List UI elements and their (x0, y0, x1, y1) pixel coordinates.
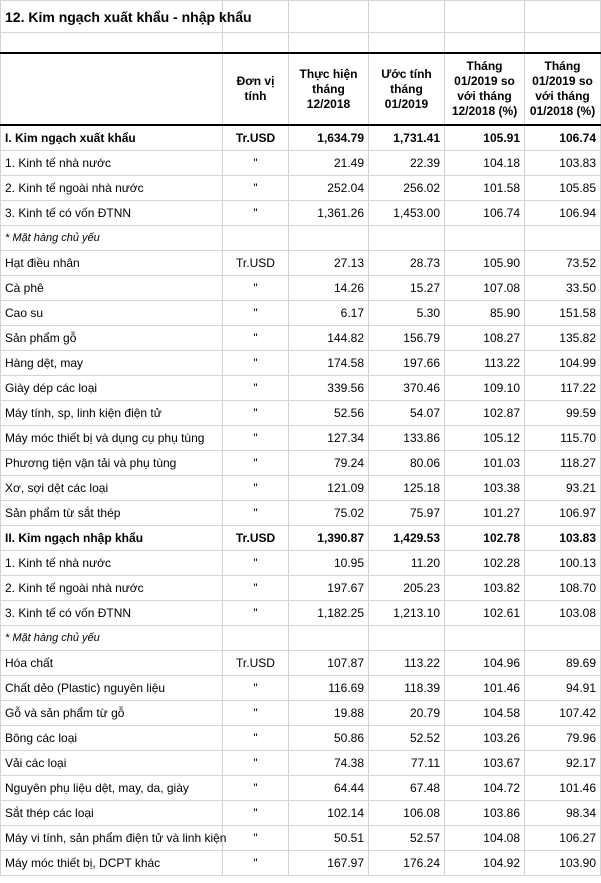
row-pct-vs-dec-2018: 102.28 (445, 551, 525, 576)
row-pct-vs-jan-2018: 106.97 (525, 501, 601, 526)
header-jan-2019: Ước tính tháng 01/2019 (369, 53, 445, 125)
table-row (1, 701, 601, 726)
row-pct-vs-jan-2018: 106.74 (525, 125, 601, 151)
row-value-dec-2018: 1,634.79 (289, 125, 369, 151)
row-value-dec-2018: 102.14 (289, 801, 369, 826)
row-unit: " (223, 801, 289, 826)
row-label: * Mặt hàng chủ yếu (1, 626, 223, 651)
row-pct-vs-dec-2018: 109.10 (445, 376, 525, 401)
row-unit: " (223, 576, 289, 601)
header-unit: Đơn vị tính (223, 53, 289, 125)
row-label: Sản phẩm gỗ (1, 326, 223, 351)
row-label: Hạt điều nhân (1, 251, 223, 276)
blank-row (1, 33, 601, 54)
row-value-dec-2018: 64.44 (289, 776, 369, 801)
row-pct-vs-dec-2018 (445, 626, 525, 651)
row-value-jan-2019: 1,731.41 (369, 125, 445, 151)
row-label: Chất dẻo (Plastic) nguyên liệu (1, 676, 223, 701)
header-label (1, 53, 223, 125)
row-value-dec-2018: 6.17 (289, 301, 369, 326)
table-row (1, 551, 601, 576)
row-pct-vs-dec-2018: 107.08 (445, 276, 525, 301)
table-title: 12. Kim ngạch xuất khẩu - nhập khẩu (1, 1, 223, 33)
row-value-dec-2018: 27.13 (289, 251, 369, 276)
row-label: Bông các loại (1, 726, 223, 751)
row-pct-vs-dec-2018: 85.90 (445, 301, 525, 326)
row-unit: Tr.USD (223, 251, 289, 276)
row-value-jan-2019: 52.57 (369, 826, 445, 851)
row-pct-vs-dec-2018: 101.27 (445, 501, 525, 526)
row-pct-vs-jan-2018: 104.99 (525, 351, 601, 376)
row-label: Máy móc thiết bị và dụng cụ phụ tùng (1, 426, 223, 451)
row-pct-vs-dec-2018: 104.18 (445, 151, 525, 176)
table-row (1, 851, 601, 876)
row-value-jan-2019 (369, 226, 445, 251)
row-value-dec-2018: 19.88 (289, 701, 369, 726)
row-value-jan-2019: 197.66 (369, 351, 445, 376)
row-label: 2. Kinh tế ngoài nhà nước (1, 176, 223, 201)
row-pct-vs-dec-2018: 103.67 (445, 751, 525, 776)
row-pct-vs-jan-2018: 94.91 (525, 676, 601, 701)
row-unit: " (223, 601, 289, 626)
row-unit: " (223, 726, 289, 751)
row-pct-vs-jan-2018: 103.83 (525, 526, 601, 551)
row-label: Gỗ và sản phẩm từ gỗ (1, 701, 223, 726)
row-unit: " (223, 326, 289, 351)
row-label: Giày dép các loại (1, 376, 223, 401)
row-label: II. Kim ngạch nhập khẩu (1, 526, 223, 551)
row-value-jan-2019: 22.39 (369, 151, 445, 176)
table-row (1, 526, 601, 551)
row-label: * Mặt hàng chủ yếu (1, 226, 223, 251)
header-vs-dec-2018: Tháng 01/2019 so với tháng 12/2018 (%) (445, 53, 525, 125)
row-pct-vs-jan-2018: 89.69 (525, 651, 601, 676)
row-pct-vs-jan-2018: 103.08 (525, 601, 601, 626)
row-value-jan-2019: 11.20 (369, 551, 445, 576)
row-value-jan-2019: 113.22 (369, 651, 445, 676)
row-value-dec-2018: 21.49 (289, 151, 369, 176)
row-pct-vs-jan-2018: 79.96 (525, 726, 601, 751)
row-pct-vs-jan-2018: 135.82 (525, 326, 601, 351)
row-value-jan-2019: 1,453.00 (369, 201, 445, 226)
row-value-dec-2018: 1,361.26 (289, 201, 369, 226)
row-value-jan-2019: 20.79 (369, 701, 445, 726)
row-unit: " (223, 151, 289, 176)
row-label: Vải các loại (1, 751, 223, 776)
row-value-dec-2018: 79.24 (289, 451, 369, 476)
row-value-jan-2019: 52.52 (369, 726, 445, 751)
row-value-jan-2019: 1,213.10 (369, 601, 445, 626)
row-unit: Tr.USD (223, 125, 289, 151)
row-pct-vs-dec-2018: 103.26 (445, 726, 525, 751)
row-value-dec-2018 (289, 626, 369, 651)
row-value-dec-2018: 10.95 (289, 551, 369, 576)
row-pct-vs-dec-2018: 105.90 (445, 251, 525, 276)
row-pct-vs-jan-2018: 99.59 (525, 401, 601, 426)
row-label: Máy móc thiết bị, DCPT khác (1, 851, 223, 876)
row-value-dec-2018: 1,182.25 (289, 601, 369, 626)
row-label: Nguyên phụ liệu dệt, may, da, giày (1, 776, 223, 801)
row-pct-vs-jan-2018: 103.83 (525, 151, 601, 176)
row-pct-vs-dec-2018: 102.61 (445, 601, 525, 626)
header-row (1, 53, 601, 125)
row-unit (223, 626, 289, 651)
table-row (1, 176, 601, 201)
row-value-dec-2018: 50.51 (289, 826, 369, 851)
row-unit: " (223, 701, 289, 726)
row-value-dec-2018: 1,390.87 (289, 526, 369, 551)
row-unit: " (223, 426, 289, 451)
row-label: 1. Kinh tế nhà nước (1, 151, 223, 176)
header-dec-2018: Thực hiện tháng 12/2018 (289, 53, 369, 125)
table-row (1, 125, 601, 151)
table-row (1, 501, 601, 526)
row-value-dec-2018: 75.02 (289, 501, 369, 526)
row-value-jan-2019: 176.24 (369, 851, 445, 876)
table-row (1, 601, 601, 626)
row-unit: " (223, 751, 289, 776)
title-row (1, 1, 601, 33)
row-pct-vs-jan-2018: 117.22 (525, 376, 601, 401)
table-row (1, 301, 601, 326)
row-pct-vs-dec-2018: 102.78 (445, 526, 525, 551)
row-pct-vs-dec-2018: 101.46 (445, 676, 525, 701)
table-row (1, 376, 601, 401)
row-unit: " (223, 676, 289, 701)
row-value-dec-2018: 107.87 (289, 651, 369, 676)
row-pct-vs-dec-2018: 102.87 (445, 401, 525, 426)
row-unit: " (223, 851, 289, 876)
row-label: Hàng dệt, may (1, 351, 223, 376)
row-value-dec-2018: 52.56 (289, 401, 369, 426)
row-pct-vs-jan-2018: 115.70 (525, 426, 601, 451)
row-pct-vs-dec-2018: 105.91 (445, 125, 525, 151)
row-value-jan-2019: 125.18 (369, 476, 445, 501)
row-value-jan-2019: 77.11 (369, 751, 445, 776)
row-label: 3. Kinh tế có vốn ĐTNN (1, 601, 223, 626)
row-pct-vs-jan-2018: 118.27 (525, 451, 601, 476)
table-row (1, 626, 601, 651)
row-pct-vs-dec-2018: 104.08 (445, 826, 525, 851)
row-pct-vs-dec-2018 (445, 226, 525, 251)
row-value-dec-2018: 339.56 (289, 376, 369, 401)
row-pct-vs-dec-2018: 103.86 (445, 801, 525, 826)
row-unit (223, 226, 289, 251)
row-pct-vs-dec-2018: 106.74 (445, 201, 525, 226)
row-label: Cao su (1, 301, 223, 326)
row-pct-vs-dec-2018: 101.58 (445, 176, 525, 201)
table-row (1, 826, 601, 851)
row-pct-vs-jan-2018: 93.21 (525, 476, 601, 501)
row-pct-vs-dec-2018: 101.03 (445, 451, 525, 476)
row-label: Máy tính, sp, linh kiện điện tử (1, 401, 223, 426)
table-row (1, 226, 601, 251)
row-pct-vs-jan-2018 (525, 626, 601, 651)
table-row (1, 676, 601, 701)
row-unit: " (223, 276, 289, 301)
row-unit: " (223, 551, 289, 576)
row-pct-vs-jan-2018: 100.13 (525, 551, 601, 576)
table-row (1, 751, 601, 776)
row-value-dec-2018: 197.67 (289, 576, 369, 601)
row-value-jan-2019: 15.27 (369, 276, 445, 301)
row-pct-vs-jan-2018: 108.70 (525, 576, 601, 601)
table-row (1, 651, 601, 676)
row-pct-vs-dec-2018: 105.12 (445, 426, 525, 451)
row-label: Cà phê (1, 276, 223, 301)
row-value-dec-2018: 121.09 (289, 476, 369, 501)
row-unit: " (223, 201, 289, 226)
row-pct-vs-jan-2018: 151.58 (525, 301, 601, 326)
row-label: Sản phẩm từ sắt thép (1, 501, 223, 526)
row-value-jan-2019: 5.30 (369, 301, 445, 326)
table-row (1, 326, 601, 351)
table-row (1, 576, 601, 601)
row-value-jan-2019: 80.06 (369, 451, 445, 476)
row-pct-vs-jan-2018: 101.46 (525, 776, 601, 801)
row-pct-vs-jan-2018: 103.90 (525, 851, 601, 876)
table-row (1, 426, 601, 451)
row-value-jan-2019: 28.73 (369, 251, 445, 276)
row-value-dec-2018: 252.04 (289, 176, 369, 201)
row-value-dec-2018: 50.86 (289, 726, 369, 751)
row-label: 1. Kinh tế nhà nước (1, 551, 223, 576)
row-pct-vs-jan-2018: 33.50 (525, 276, 601, 301)
row-pct-vs-jan-2018: 73.52 (525, 251, 601, 276)
row-value-dec-2018: 116.69 (289, 676, 369, 701)
table-row (1, 776, 601, 801)
row-value-jan-2019: 1,429.53 (369, 526, 445, 551)
row-pct-vs-dec-2018: 108.27 (445, 326, 525, 351)
row-value-jan-2019: 370.46 (369, 376, 445, 401)
row-value-dec-2018: 74.38 (289, 751, 369, 776)
row-value-jan-2019: 133.86 (369, 426, 445, 451)
row-unit: Tr.USD (223, 526, 289, 551)
row-label: 2. Kinh tế ngoài nhà nước (1, 576, 223, 601)
table-row (1, 201, 601, 226)
row-unit: " (223, 476, 289, 501)
row-pct-vs-dec-2018: 113.22 (445, 351, 525, 376)
row-pct-vs-dec-2018: 103.82 (445, 576, 525, 601)
row-pct-vs-jan-2018: 92.17 (525, 751, 601, 776)
row-pct-vs-jan-2018: 98.34 (525, 801, 601, 826)
row-value-jan-2019 (369, 626, 445, 651)
row-pct-vs-dec-2018: 104.92 (445, 851, 525, 876)
row-unit: " (223, 401, 289, 426)
row-pct-vs-dec-2018: 103.38 (445, 476, 525, 501)
row-unit: " (223, 776, 289, 801)
header-vs-jan-2018: Tháng 01/2019 so với tháng 01/2018 (%) (525, 53, 601, 125)
row-value-dec-2018 (289, 226, 369, 251)
row-value-dec-2018: 127.34 (289, 426, 369, 451)
row-label: Máy vi tính, sản phẩm điện tử và linh kiện (1, 826, 223, 851)
row-value-dec-2018: 174.58 (289, 351, 369, 376)
row-unit: " (223, 451, 289, 476)
row-unit: Tr.USD (223, 651, 289, 676)
row-value-jan-2019: 156.79 (369, 326, 445, 351)
row-pct-vs-jan-2018: 105.85 (525, 176, 601, 201)
row-label: 3. Kinh tế có vốn ĐTNN (1, 201, 223, 226)
table-row (1, 351, 601, 376)
table-row (1, 151, 601, 176)
row-pct-vs-jan-2018: 106.94 (525, 201, 601, 226)
row-value-dec-2018: 144.82 (289, 326, 369, 351)
row-label: Xơ, sợi dệt các loại (1, 476, 223, 501)
table-row (1, 401, 601, 426)
row-value-jan-2019: 205.23 (369, 576, 445, 601)
row-value-jan-2019: 54.07 (369, 401, 445, 426)
row-pct-vs-jan-2018 (525, 226, 601, 251)
row-unit: " (223, 301, 289, 326)
row-label: Phương tiện vận tải và phụ tùng (1, 451, 223, 476)
row-pct-vs-jan-2018: 106.27 (525, 826, 601, 851)
row-value-jan-2019: 118.39 (369, 676, 445, 701)
table-row (1, 726, 601, 751)
row-value-dec-2018: 14.26 (289, 276, 369, 301)
row-label: Sắt thép các loại (1, 801, 223, 826)
row-pct-vs-jan-2018: 107.42 (525, 701, 601, 726)
row-label: I. Kim ngạch xuất khẩu (1, 125, 223, 151)
table-row (1, 476, 601, 501)
row-value-jan-2019: 256.02 (369, 176, 445, 201)
row-unit: " (223, 176, 289, 201)
row-unit: " (223, 501, 289, 526)
row-pct-vs-dec-2018: 104.72 (445, 776, 525, 801)
row-value-jan-2019: 67.48 (369, 776, 445, 801)
table-row (1, 801, 601, 826)
row-label: Hóa chất (1, 651, 223, 676)
row-unit: " (223, 351, 289, 376)
row-unit: " (223, 826, 289, 851)
row-unit: " (223, 376, 289, 401)
table-row (1, 276, 601, 301)
row-pct-vs-dec-2018: 104.58 (445, 701, 525, 726)
row-value-jan-2019: 106.08 (369, 801, 445, 826)
row-pct-vs-dec-2018: 104.96 (445, 651, 525, 676)
row-value-jan-2019: 75.97 (369, 501, 445, 526)
row-value-dec-2018: 167.97 (289, 851, 369, 876)
table-row (1, 251, 601, 276)
table-row (1, 451, 601, 476)
